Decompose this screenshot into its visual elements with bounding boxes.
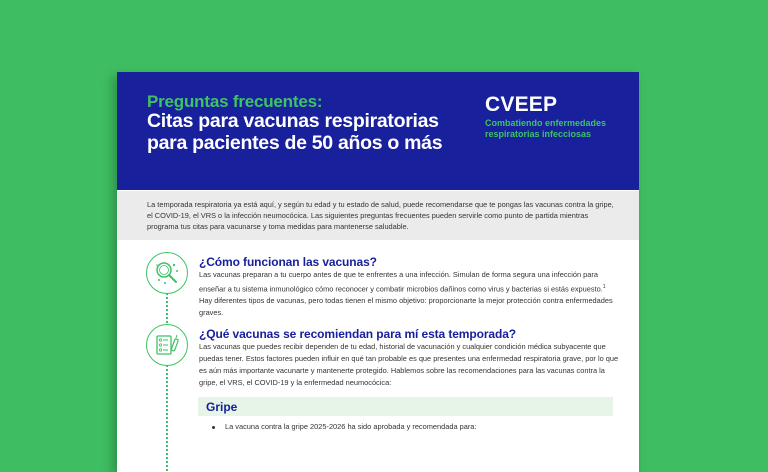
section-body-recommended-vaccines: Las vacunas que puedes recibir dependen de tu edad, historial de vacunación y cualquier condición médica subyacente que puedas tener. Estos factores pueden influir en qué tan probable es que presentes una enfermedad respiratoria grave, por lo que es aún más importante vacunarte y mantenerte protegido. Hablemos sobre las recomendaciones para las vacunas contra la gripe, el VRS, el COVID-19 y la enfermedad neumocócica: [199,342,619,387]
brand-tagline: Combatiendo enfermedades respiratorias infecciosas [485,118,607,139]
bullet-text: La vacuna contra la gripe 2025-2026 ha sido aprobada y recomendada para: [225,422,477,431]
section-title-how-vaccines-work: ¿Cómo funcionan las vacunas? [199,255,377,269]
magnifier-microbe-icon [146,252,188,294]
brand-logo: CVEEP [485,93,558,116]
bullet-dot-icon [212,426,215,429]
intro-text: La temporada respiratoria ya está aquí, y según tu edad y tu estado de salud, puede recomendarse que te pongas las vacunas contra la gripe, el COVID-19, el VRS o la infección neumocócica. Las siguientes preguntas frecuentes pueden servirle como punto de partida mientras programa tus citas para vacunarse y toma medidas para mantenerse saludable. [147,200,614,231]
checklist-syringe-icon [146,324,188,366]
intro-box [117,191,639,240]
body-text: Las vacunas preparan a tu cuerpo antes de que te enfrentes a una infección. Simulan de forma segura una infección para enseñar a tu sistema inmunológico cómo reconocer y combatir microbios dañinos como virus y bacterias si estás expuesto. [199,270,603,294]
subsection-title: Gripe [206,400,238,414]
section-title-recommended-vaccines: ¿Qué vacunas se recomiendan para mí esta temporada? [199,327,517,341]
header-pretitle: Preguntas frecuentes: [147,92,323,111]
footnote-ref: 1 [602,284,606,290]
page-title: Citas para vacunas respiratorias para pacientes de 50 años o más [147,110,443,154]
section-body-how-vaccines-work [199,269,619,319]
brand-block [485,94,635,139]
header-banner [117,72,639,190]
timeline-dotted-line [166,282,168,472]
document-page [117,72,639,472]
body-text: Hay diferentes tipos de vacunas, pero todas tienen el mismo objetivo: proporcionarte la mejor protección contra enfermedades graves. [199,296,613,318]
subsection-header-gripe [198,397,613,416]
bullet-item [212,422,476,431]
